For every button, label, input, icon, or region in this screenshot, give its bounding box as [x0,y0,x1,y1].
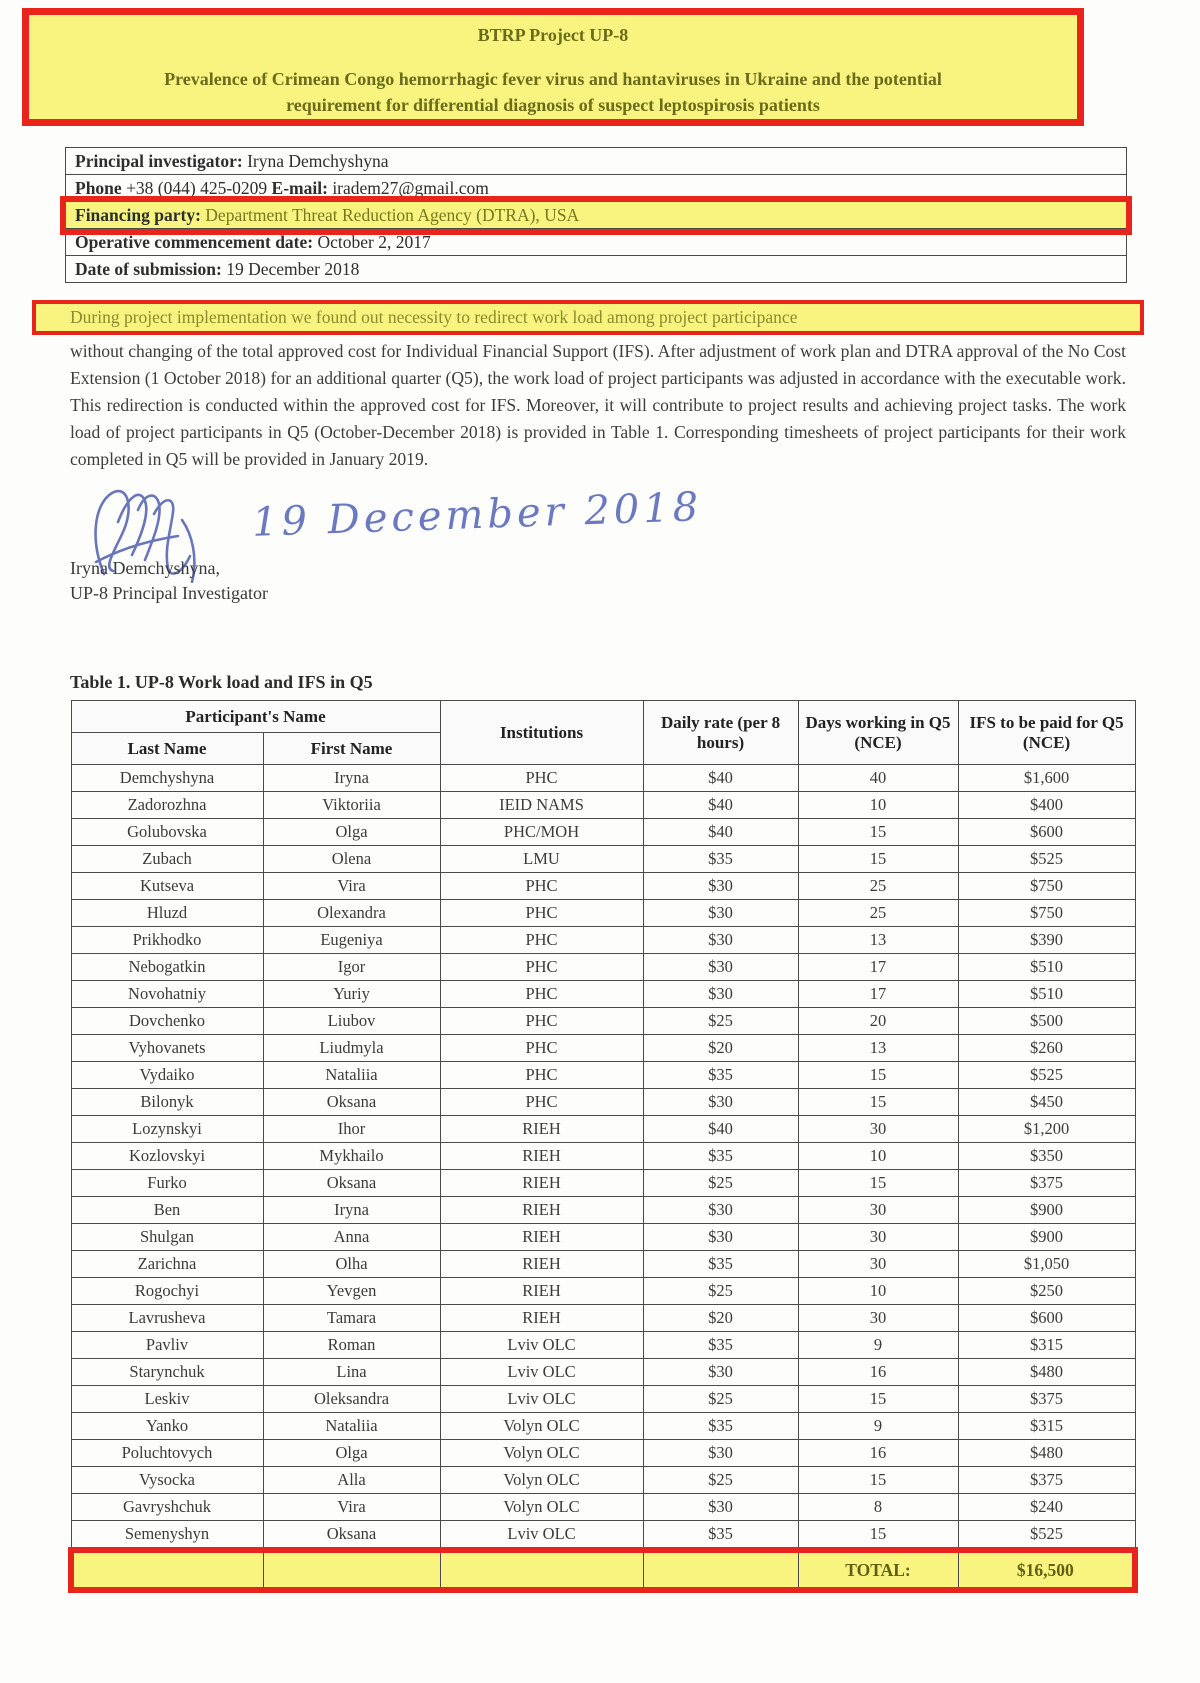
table-cell: $260 [958,1035,1135,1062]
table-cell: Vydaiko [71,1062,263,1089]
table-cell: $25 [643,1386,798,1413]
table-row [71,1359,1135,1386]
table-cell: Oksana [263,1089,440,1116]
table-row [71,1035,1135,1062]
table-row [71,954,1135,981]
table-cell: Eugeniya [263,927,440,954]
table-cell: $30 [643,1197,798,1224]
project-title [29,66,1077,118]
table-cell: $375 [958,1170,1135,1197]
table-cell: $35 [643,1332,798,1359]
table-row [71,900,1135,927]
handwritten-date: 19 December 2018 [251,484,703,546]
header-days-working: Days working in Q5 (NCE) [798,701,958,765]
total-empty-cell [643,1550,798,1590]
info-row-commencement-date [66,229,1126,256]
info-row-financing-party [66,202,1126,229]
table-cell: $750 [958,900,1135,927]
table-cell: 13 [798,1035,958,1062]
table-cell: $480 [958,1359,1135,1386]
table-cell: Rogochyi [71,1278,263,1305]
table-cell: 15 [798,819,958,846]
table-cell: Volyn OLC [440,1494,643,1521]
table-row [71,1386,1135,1413]
workload-table-body [71,765,1135,1551]
table-cell: PHC [440,1062,643,1089]
table-cell: $40 [643,819,798,846]
table-cell: $30 [643,981,798,1008]
project-code: BTRP Project UP-8 [477,25,629,45]
signatory-block [70,556,268,606]
table-cell: 15 [798,1386,958,1413]
table-cell: PHC [440,765,643,792]
info-text: Phone [75,178,127,198]
table-cell: Iryna [263,1197,440,1224]
table-row [71,981,1135,1008]
header-daily-rate: Daily rate (per 8 hours) [643,701,798,765]
table-cell: $40 [643,792,798,819]
signatory-name: Iryna Demchyshyna, [70,558,220,578]
highlighted-sentence: During project implementation we found out necessity to redirect work load among project participance [32,300,1144,335]
table-cell: 30 [798,1116,958,1143]
table-cell: $350 [958,1143,1135,1170]
table-cell: 20 [798,1008,958,1035]
table-cell: $40 [643,1116,798,1143]
info-row-submission-date [66,256,1126,283]
table-cell: Zubach [71,846,263,873]
table-cell: LMU [440,846,643,873]
table-row [71,873,1135,900]
table-cell: Nebogatkin [71,954,263,981]
table-cell: Iryna [263,765,440,792]
table-cell: PHC [440,1035,643,1062]
total-label: TOTAL: [798,1550,958,1590]
info-text: Date of submission: [75,259,227,279]
table-cell: Vyhovanets [71,1035,263,1062]
table-cell: $510 [958,981,1135,1008]
table-cell: $600 [958,1305,1135,1332]
table-row [71,1413,1135,1440]
table-cell: Lviv OLC [440,1386,643,1413]
table-cell: $30 [643,927,798,954]
table-row [71,1494,1135,1521]
info-text: 19 December 2018 [226,259,360,279]
info-text: Operative commencement date: [75,232,318,252]
table-cell: $30 [643,1359,798,1386]
table-cell: $750 [958,873,1135,900]
table-cell: Anna [263,1224,440,1251]
table-row [71,1089,1135,1116]
table-cell: Volyn OLC [440,1413,643,1440]
table-cell: Lozynskyi [71,1116,263,1143]
table-cell: Volyn OLC [440,1440,643,1467]
table-cell: PHC [440,900,643,927]
table-cell: 15 [798,1062,958,1089]
table-cell: 15 [798,1089,958,1116]
info-text: +38 (044) 425-0209 [126,178,272,198]
table-cell: RIEH [440,1224,643,1251]
table-cell: PHC [440,1008,643,1035]
table-row [71,1224,1135,1251]
header-ifs-paid: IFS to be paid for Q5 (NCE) [958,701,1135,765]
table-cell: 8 [798,1494,958,1521]
table-cell: $400 [958,792,1135,819]
table-cell: $30 [643,873,798,900]
table-cell: Volyn OLC [440,1467,643,1494]
table-cell: $525 [958,846,1135,873]
table-cell: $525 [958,1062,1135,1089]
table-cell: Vira [263,873,440,900]
total-empty-cell [263,1550,440,1590]
table-cell: $510 [958,954,1135,981]
table-cell: 17 [798,981,958,1008]
table-row [71,1116,1135,1143]
table-cell: $390 [958,927,1135,954]
table-cell: Nataliia [263,1062,440,1089]
info-text: E-mail: [271,178,333,198]
table-row [71,819,1135,846]
table-cell: 30 [798,1224,958,1251]
table-cell: $35 [643,1251,798,1278]
table-cell: Liubov [263,1008,440,1035]
table-cell: Lviv OLC [440,1521,643,1551]
table-row [71,1251,1135,1278]
table-cell: PHC/MOH [440,819,643,846]
table-cell: $1,600 [958,765,1135,792]
project-title-line2: requirement for differential diagnosis of suspect leptospirosis patients [286,95,820,115]
table-cell: $250 [958,1278,1135,1305]
table-cell: Vira [263,1494,440,1521]
table-cell: IEID NAMS [440,792,643,819]
table-cell: 17 [798,954,958,981]
table-cell: 30 [798,1251,958,1278]
table-cell: Lavrusheva [71,1305,263,1332]
table-cell: Mykhailo [263,1143,440,1170]
table-cell: Novohatniy [71,981,263,1008]
table-cell: RIEH [440,1251,643,1278]
table-cell: RIEH [440,1305,643,1332]
table-cell: 10 [798,1278,958,1305]
table-cell: Nataliia [263,1413,440,1440]
table-cell: Gavryshchuk [71,1494,263,1521]
table-cell: $30 [643,1224,798,1251]
info-text: Department Threat Reduction Agency (DTRA), USA [205,205,580,225]
table-cell: 10 [798,1143,958,1170]
table-cell: $500 [958,1008,1135,1035]
table-cell: Roman [263,1332,440,1359]
table-cell: Viktoriia [263,792,440,819]
table-cell: PHC [440,873,643,900]
table-cell: Oksana [263,1170,440,1197]
table-row [71,927,1135,954]
table-row [71,765,1135,792]
table-cell: 15 [798,846,958,873]
table-cell: $900 [958,1197,1135,1224]
table-cell: $30 [643,1089,798,1116]
table-cell: $35 [643,1143,798,1170]
table-cell: Igor [263,954,440,981]
table-cell: Zarichna [71,1251,263,1278]
project-header-box [22,8,1084,126]
table-row [71,846,1135,873]
info-text: Iryna Demchyshyna [247,151,389,171]
table-cell: 15 [798,1467,958,1494]
table-cell: Lviv OLC [440,1332,643,1359]
table-cell: Yuriy [263,981,440,1008]
table-row [71,1197,1135,1224]
table-cell: $600 [958,819,1135,846]
info-table [65,147,1127,283]
table-cell: 30 [798,1197,958,1224]
table-cell: $450 [958,1089,1135,1116]
table-cell: $375 [958,1386,1135,1413]
table-cell: Oksana [263,1521,440,1551]
table-cell: $20 [643,1305,798,1332]
table-cell: PHC [440,1089,643,1116]
table-cell: $900 [958,1224,1135,1251]
table-cell: Pavliv [71,1332,263,1359]
table-cell: 15 [798,1170,958,1197]
table-cell: Olga [263,819,440,846]
table-cell: $30 [643,900,798,927]
table-cell: Lviv OLC [440,1359,643,1386]
table-cell: Olena [263,846,440,873]
info-row-principal-investigator [66,148,1126,175]
table-cell: 9 [798,1413,958,1440]
table-cell: $20 [643,1035,798,1062]
table-cell: Dovchenko [71,1008,263,1035]
table-cell: RIEH [440,1116,643,1143]
table-row [71,1170,1135,1197]
table-cell: Demchyshyna [71,765,263,792]
workload-table [68,700,1138,1593]
table-cell: 30 [798,1305,958,1332]
info-text: Principal investigator: [75,151,248,171]
table-cell: $480 [958,1440,1135,1467]
header-participants-name: Participant's Name [71,701,440,733]
table-cell: Golubovska [71,819,263,846]
table-cell: $315 [958,1413,1135,1440]
signatory-role: UP-8 Principal Investigator [70,583,268,603]
table-cell: 25 [798,900,958,927]
table-cell: PHC [440,981,643,1008]
total-value: $16,500 [958,1550,1135,1590]
table-row [71,1008,1135,1035]
table-row [71,1278,1135,1305]
table-cell: Leskiv [71,1386,263,1413]
header-last-name: Last Name [71,733,263,765]
table-row [71,1062,1135,1089]
table-cell: Semenyshyn [71,1521,263,1551]
table-cell: $525 [958,1521,1135,1551]
info-text: October 2, 2017 [317,232,431,252]
table-cell: $30 [643,1440,798,1467]
table-cell: $315 [958,1332,1135,1359]
table-cell: Oleksandra [263,1386,440,1413]
table-cell: $35 [643,1521,798,1551]
table-cell: 13 [798,927,958,954]
table-cell: RIEH [440,1278,643,1305]
table-cell: $25 [643,1170,798,1197]
table-cell: 40 [798,765,958,792]
table-cell: $25 [643,1008,798,1035]
table-row [71,1305,1135,1332]
table-cell: $25 [643,1467,798,1494]
table-cell: Olexandra [263,900,440,927]
table-cell: Liudmyla [263,1035,440,1062]
table-cell: 16 [798,1359,958,1386]
table-cell: Vysocka [71,1467,263,1494]
info-row-phone-email [66,175,1126,202]
table-cell: Kutseva [71,873,263,900]
table-cell: Ihor [263,1116,440,1143]
table-cell: Furko [71,1170,263,1197]
total-empty-cell [440,1550,643,1590]
table-cell: 9 [798,1332,958,1359]
table-cell: $375 [958,1467,1135,1494]
table-cell: Ben [71,1197,263,1224]
table-cell: $25 [643,1278,798,1305]
table-cell: Yevgen [263,1278,440,1305]
table-cell: $1,050 [958,1251,1135,1278]
total-empty-cell [71,1550,263,1590]
info-text: iradem27@gmail.com [332,178,489,198]
table-cell: 16 [798,1440,958,1467]
table-cell: Starynchuk [71,1359,263,1386]
table-cell: Alla [263,1467,440,1494]
table-cell: $30 [643,954,798,981]
header-first-name: First Name [263,733,440,765]
table-row [71,1521,1135,1551]
table-row [71,1440,1135,1467]
table-cell: Poluchtovych [71,1440,263,1467]
table-cell: Lina [263,1359,440,1386]
table-cell: Prikhodko [71,927,263,954]
table-cell: Tamara [263,1305,440,1332]
table-cell: 25 [798,873,958,900]
table-cell: RIEH [440,1197,643,1224]
table-cell: PHC [440,954,643,981]
table-row [71,1467,1135,1494]
main-paragraph [70,300,1126,473]
table-cell: $40 [643,765,798,792]
table-cell: $30 [643,1494,798,1521]
table-cell: PHC [440,927,643,954]
table-cell: RIEH [440,1143,643,1170]
workload-table-header [71,701,1135,765]
table-cell: $35 [643,1062,798,1089]
header-institutions: Institutions [440,701,643,765]
table-cell: $35 [643,846,798,873]
table-cell: Shulgan [71,1224,263,1251]
info-text: Financing party: [75,205,206,225]
table-cell: Yanko [71,1413,263,1440]
table-row [71,1332,1135,1359]
table-cell: Kozlovskyi [71,1143,263,1170]
project-title-line1: Prevalence of Crimean Congo hemorrhagic fever virus and hantaviruses in Ukraine and the potential [164,69,942,89]
table-cell: Olha [263,1251,440,1278]
table-row [71,1143,1135,1170]
table-cell: $1,200 [958,1116,1135,1143]
table-cell: $240 [958,1494,1135,1521]
total-row [71,1550,1135,1590]
table-cell: Hluzd [71,900,263,927]
table-cell: RIEH [440,1170,643,1197]
table-cell: 15 [798,1521,958,1551]
table-cell: Bilonyk [71,1089,263,1116]
table-title: Table 1. UP-8 Work load and IFS in Q5 [70,672,373,692]
table-row [71,792,1135,819]
paragraph-body: without changing of the total approved cost for Individual Financial Support (IFS). After adjustment of work plan and DTRA approval of the No Cost Extension (1 October 2018) for an additional quarter (Q5), the work load of project participants was adjusted in accordance with the executable work. This redirection is conducted within the approved cost for IFS. Moreover, it will contribute to project results and achieving project tasks. The work load of project participants in Q5 (October-December 2018) is provided in Table 1. Corresponding timesheets of project participants for their work completed in Q5 will be provided in January 2019. [70,341,1126,469]
table-cell: $35 [643,1413,798,1440]
table-cell: Zadorozhna [71,792,263,819]
table-cell: 10 [798,792,958,819]
table-cell: Olga [263,1440,440,1467]
